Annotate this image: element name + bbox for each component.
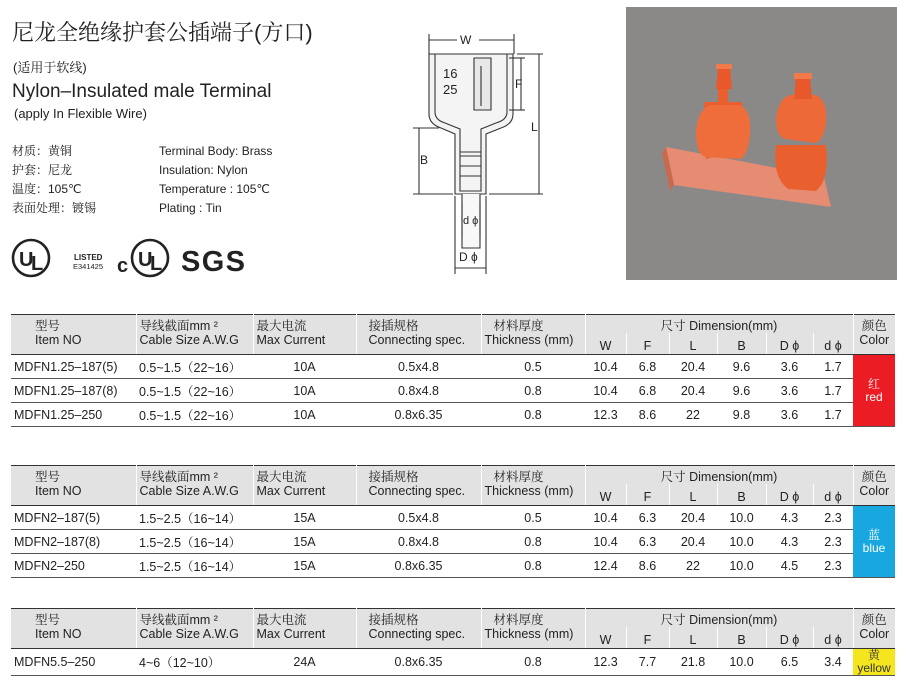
col-item-en: Item NO [11, 333, 136, 355]
cell-item: MDFN2–250 [11, 554, 136, 578]
col-w: W [585, 484, 626, 506]
dim-label-b: B [420, 153, 429, 167]
col-current-cn: 最大电流 [253, 609, 356, 628]
cell-big-d: 3.6 [766, 355, 813, 379]
col-cable-cn: 导线截面mm ² [136, 466, 253, 485]
svg-text:L: L [31, 253, 44, 275]
cell-b: 10.0 [717, 506, 766, 530]
cell-b: 10.0 [717, 649, 766, 676]
cell-conn: 0.8x4.8 [356, 379, 481, 403]
cell-item: MDFN1.25–250 [11, 403, 136, 427]
page-title-en: Nylon–Insulated male Terminal [12, 81, 272, 102]
cell-w: 12.3 [585, 649, 626, 676]
col-b: B [717, 484, 766, 506]
cell-conn: 0.8x6.35 [356, 649, 481, 676]
col-big-d: D ϕ [766, 627, 813, 649]
certification-logos [10, 236, 250, 280]
col-b: B [717, 627, 766, 649]
spec-plating-en: Plating : Tin [159, 201, 222, 215]
cell-thick: 0.8 [481, 554, 585, 578]
cell-conn: 0.5x4.8 [356, 355, 481, 379]
cell-l: 20.4 [669, 355, 717, 379]
col-thick-cn: 材料厚度 [481, 609, 585, 628]
col-l: L [669, 627, 717, 649]
col-color-cn: 颜色 [853, 315, 895, 334]
col-conn-en: Connecting spec. [356, 333, 481, 355]
cell-w: 12.3 [585, 403, 626, 427]
cell-b: 10.0 [717, 554, 766, 578]
col-l: L [669, 333, 717, 355]
col-big-d: D ϕ [766, 484, 813, 506]
table-header-row [11, 627, 895, 649]
table-row [11, 403, 895, 427]
col-item-cn: 型号 [11, 609, 136, 628]
cell-l: 21.8 [669, 649, 717, 676]
cell-b: 10.0 [717, 530, 766, 554]
color-name-cn: 黄 [867, 648, 880, 662]
col-item-cn: 型号 [11, 315, 136, 334]
cell-big-d: 3.6 [766, 403, 813, 427]
cell-cable: 1.5~2.5（16~14） [136, 554, 253, 578]
table-row [11, 506, 895, 530]
cell-conn: 0.8x6.35 [356, 403, 481, 427]
col-color-en: Color [853, 333, 895, 355]
spec-temperature-en: Temperature : 105℃ [159, 182, 270, 196]
table-row [11, 554, 895, 578]
cell-small-d: 3.4 [813, 649, 853, 676]
cell-small-d: 2.3 [813, 530, 853, 554]
dim-label-l: L [531, 120, 538, 134]
cell-f: 6.8 [626, 379, 669, 403]
cell-w: 10.4 [585, 379, 626, 403]
cell-thick: 0.8 [481, 649, 585, 676]
listed-text: LISTED [74, 253, 103, 262]
cell-w: 10.4 [585, 355, 626, 379]
col-small-d: d ϕ [813, 333, 853, 355]
cell-item: MDFN2–187(8) [11, 530, 136, 554]
specs-cn [12, 142, 96, 218]
col-current-en: Max Current [253, 484, 356, 506]
cell-current: 24A [253, 649, 356, 676]
col-color-en: Color [853, 627, 895, 649]
drawing-code-1: 16 [443, 66, 458, 81]
cell-current: 10A [253, 379, 356, 403]
col-dimension: 尺寸 Dimension(mm) [585, 466, 853, 485]
table-header-row [11, 484, 895, 506]
cell-current: 15A [253, 554, 356, 578]
cell-cable: 0.5~1.5（22~16） [136, 355, 253, 379]
cell-thick: 0.8 [481, 530, 585, 554]
col-conn-cn: 接插规格 [356, 466, 481, 485]
col-small-d: d ϕ [813, 627, 853, 649]
cell-big-d: 4.5 [766, 554, 813, 578]
table-row [11, 379, 895, 403]
cell-conn: 0.8x6.35 [356, 554, 481, 578]
cell-l: 20.4 [669, 530, 717, 554]
dim-label-big-d: D ϕ [459, 250, 478, 264]
cell-item: MDFN1.25–187(8) [11, 379, 136, 403]
col-color-en: Color [853, 484, 895, 506]
color-name-en: yellow [857, 661, 891, 675]
col-thick-cn: 材料厚度 [481, 466, 585, 485]
cell-current: 10A [253, 403, 356, 427]
cell-f: 6.3 [626, 530, 669, 554]
dim-label-f: F [515, 77, 523, 91]
cell-big-d: 4.3 [766, 530, 813, 554]
col-b: B [717, 333, 766, 355]
col-f: F [626, 484, 669, 506]
cell-b: 9.6 [717, 355, 766, 379]
drawing-code-2: 25 [443, 82, 458, 97]
col-dimension: 尺寸 Dimension(mm) [585, 315, 853, 334]
color-swatch-blue [853, 506, 895, 578]
cell-f: 7.7 [626, 649, 669, 676]
cell-w: 10.4 [585, 506, 626, 530]
cell-big-d: 3.6 [766, 379, 813, 403]
col-conn-en: Connecting spec. [356, 627, 481, 649]
cell-current: 15A [253, 530, 356, 554]
table-row [11, 530, 895, 554]
spec-temperature-cn: 温度：105℃ [12, 182, 82, 196]
table-header-row [11, 315, 895, 334]
col-cable-en: Cable Size A.W.G [136, 627, 253, 649]
page-title-cn: 尼龙全绝缘护套公插端子(方口) [12, 20, 313, 45]
technical-drawing [329, 6, 613, 281]
col-item-en: Item NO [11, 484, 136, 506]
col-thick-en: Thickness (mm) [481, 627, 585, 649]
cell-w: 10.4 [585, 530, 626, 554]
c-mark: c [117, 255, 129, 277]
cell-thick: 0.8 [481, 403, 585, 427]
cell-big-d: 6.5 [766, 649, 813, 676]
page-subtitle-cn: (适用于软线) [13, 60, 87, 75]
col-cable-cn: 导线截面mm ² [136, 609, 253, 628]
cell-cable: 0.5~1.5（22~16） [136, 403, 253, 427]
cell-big-d: 4.3 [766, 506, 813, 530]
cell-b: 9.6 [717, 379, 766, 403]
cell-small-d: 1.7 [813, 379, 853, 403]
table-row [11, 355, 895, 379]
cell-w: 12.4 [585, 554, 626, 578]
cell-f: 6.8 [626, 355, 669, 379]
cell-item: MDFN2–187(5) [11, 506, 136, 530]
col-thick-cn: 材料厚度 [481, 315, 585, 334]
col-current-cn: 最大电流 [253, 466, 356, 485]
col-big-d: D ϕ [766, 333, 813, 355]
page-subtitle-en: (apply In Flexible Wire) [14, 106, 147, 121]
col-color-cn: 颜色 [853, 466, 895, 485]
cell-conn: 0.5x4.8 [356, 506, 481, 530]
spec-insulation-cn: 护套：尼龙 [12, 163, 73, 177]
table-header-row [11, 333, 895, 355]
spec-table-blue [11, 465, 895, 578]
col-color-cn: 颜色 [853, 609, 895, 628]
cell-item: MDFN1.25–187(5) [11, 355, 136, 379]
color-name-cn: 蓝 [867, 527, 880, 542]
cell-l: 20.4 [669, 379, 717, 403]
col-w: W [585, 627, 626, 649]
cell-f: 8.6 [626, 554, 669, 578]
color-name-cn: 红 [867, 376, 880, 391]
cell-cable: 4~6（12~10） [136, 649, 253, 676]
cell-l: 22 [669, 403, 717, 427]
col-current-cn: 最大电流 [253, 315, 356, 334]
col-l: L [669, 484, 717, 506]
col-thick-en: Thickness (mm) [481, 484, 585, 506]
cell-current: 10A [253, 355, 356, 379]
col-conn-cn: 接插规格 [356, 315, 481, 334]
spec-plating-cn: 表面处理：镀锡 [12, 201, 97, 215]
cell-small-d: 1.7 [813, 403, 853, 427]
col-cable-en: Cable Size A.W.G [136, 333, 253, 355]
col-cable-en: Cable Size A.W.G [136, 484, 253, 506]
cell-cable: 1.5~2.5（16~14） [136, 530, 253, 554]
col-current-en: Max Current [253, 333, 356, 355]
cell-thick: 0.5 [481, 506, 585, 530]
table-header-row [11, 466, 895, 485]
col-dimension: 尺寸 Dimension(mm) [585, 609, 853, 628]
cell-f: 8.6 [626, 403, 669, 427]
cell-l: 22 [669, 554, 717, 578]
cell-small-d: 2.3 [813, 506, 853, 530]
color-swatch-yellow [853, 649, 895, 676]
svg-text:U: U [138, 249, 153, 271]
cell-small-d: 1.7 [813, 355, 853, 379]
spec-table-red [11, 314, 895, 427]
col-conn-cn: 接插规格 [356, 609, 481, 628]
dim-label-w: W [460, 33, 472, 47]
svg-text:L: L [150, 253, 163, 275]
ul-logo-icon [13, 240, 49, 276]
col-current-en: Max Current [253, 627, 356, 649]
cul-logo-icon [132, 240, 168, 276]
cell-l: 20.4 [669, 506, 717, 530]
cell-f: 6.3 [626, 506, 669, 530]
cell-thick: 0.5 [481, 355, 585, 379]
spec-material-cn: 材质：黄铜 [12, 144, 73, 158]
cell-item: MDFN5.5–250 [11, 649, 136, 676]
product-photo [626, 7, 897, 280]
color-name-en: red [865, 389, 883, 404]
table-header-row [11, 609, 895, 628]
cell-conn: 0.8x4.8 [356, 530, 481, 554]
col-conn-en: Connecting spec. [356, 484, 481, 506]
spec-insulation-en: Insulation: Nylon [159, 163, 248, 177]
col-w: W [585, 333, 626, 355]
spec-material-en: Terminal Body: Brass [159, 144, 273, 158]
color-swatch-red [853, 355, 895, 427]
cell-cable: 1.5~2.5（16~14） [136, 506, 253, 530]
cell-thick: 0.8 [481, 379, 585, 403]
cell-current: 15A [253, 506, 356, 530]
col-item-cn: 型号 [11, 466, 136, 485]
sgs-logo: SGS [181, 246, 245, 278]
spec-table-yellow [11, 608, 895, 676]
table-row [11, 649, 895, 676]
svg-text:U: U [19, 249, 34, 271]
col-small-d: d ϕ [813, 484, 853, 506]
color-name-en: blue [862, 540, 886, 555]
cell-b: 9.8 [717, 403, 766, 427]
dim-label-small-d: d ϕ [463, 215, 479, 227]
col-item-en: Item NO [11, 627, 136, 649]
col-cable-cn: 导线截面mm ² [136, 315, 253, 334]
col-f: F [626, 627, 669, 649]
col-f: F [626, 333, 669, 355]
cell-cable: 0.5~1.5（22~16） [136, 379, 253, 403]
col-thick-en: Thickness (mm) [481, 333, 585, 355]
file-number: E341425 [73, 262, 104, 271]
cell-small-d: 2.3 [813, 554, 853, 578]
specs-en [159, 142, 272, 218]
